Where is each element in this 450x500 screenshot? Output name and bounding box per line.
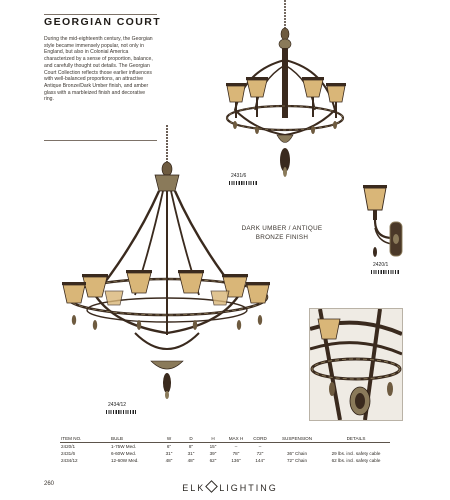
cell-d: 8" — [188, 443, 194, 449]
cell-w: 48" — [165, 457, 173, 463]
title-rule — [44, 14, 157, 15]
page-number: 260 — [44, 481, 55, 487]
chandelier-12-light-image — [55, 125, 285, 400]
table-row — [60, 450, 390, 457]
col-max-h: MAX H — [224, 436, 248, 443]
cell-bulb: 12-60W Med. — [111, 457, 139, 463]
cell-item: 2420/1 — [61, 443, 76, 449]
table-row — [60, 443, 390, 451]
cell-max-h: 78" — [232, 450, 240, 456]
brand-logo — [160, 482, 300, 493]
finish-label: DARK UMBER / ANTIQUE BRONZE FINISH — [241, 225, 323, 241]
col-bulb: BULB — [110, 436, 158, 443]
cell-cord: 144" — [255, 457, 265, 463]
cell-d: 31" — [187, 450, 195, 456]
barcode-2434-12 — [106, 410, 136, 414]
col-cord: CORD — [248, 436, 272, 443]
col-d: D — [180, 436, 202, 443]
cell-d: 48" — [187, 457, 195, 463]
cell-details: 29 lbs. incl. safety cable — [331, 450, 381, 456]
model-label-2431-6: 2431/6 — [231, 173, 247, 179]
cell-bulb: 1-75W Med. — [111, 443, 137, 449]
cell-cord: 72" — [256, 450, 264, 456]
cell-h: 39" — [209, 450, 217, 456]
spec-table — [60, 436, 390, 464]
brand-name-right: LIGHTING — [219, 483, 278, 493]
model-label-2420-1: 2420/1 — [373, 262, 389, 268]
cell-bulb: 6-60W Med. — [111, 450, 137, 456]
cell-suspension — [272, 443, 322, 451]
cell-cord: – — [258, 443, 262, 449]
col-h: H — [202, 436, 224, 443]
table-row — [60, 457, 390, 464]
wall-sconce-image — [358, 180, 408, 265]
cell-w: 31" — [165, 450, 173, 456]
col-suspension: SUSPENSION — [272, 436, 322, 443]
cell-h: 62" — [209, 457, 217, 463]
barcode-2420-1 — [371, 270, 399, 274]
cell-details: 62 lbs. incl. safety cable — [331, 457, 381, 463]
col-details: DETAILS — [322, 436, 390, 443]
detail-photo-image — [310, 309, 402, 420]
cell-h: 15" — [209, 443, 217, 449]
cell-item: 2431/6 — [61, 450, 76, 456]
cell-w: 6" — [166, 443, 172, 449]
model-label-2434-12: 2434/12 — [108, 402, 127, 408]
cell-max-h: 136" — [231, 457, 241, 463]
cell-details — [322, 443, 390, 451]
cell-max-h: – — [234, 443, 238, 449]
cell-suspension: 36" Chain — [286, 450, 308, 456]
col-w: W — [158, 436, 180, 443]
brand-name-left: ELK — [182, 483, 206, 493]
col-item-no: ITEM NO. — [60, 436, 110, 443]
cell-suspension: 72" Chain — [286, 457, 308, 463]
brand-diamond-icon — [205, 480, 218, 493]
detail-photo — [309, 308, 403, 421]
collection-description: During the mid-eighteenth century, the Georgian style became immensely popular, not only in England, but also in Colonial America characterized by a sense of proportion, balance, and carefully thought out details. The Georgian Court Collection reflects those earlier influences with well-balanced proportions, an attractive Antique Bronze/Dark Umber finish, and amber glass with a marbleized finish and decorative ring. — [44, 36, 153, 103]
collection-title: GEORGIAN COURT — [44, 16, 162, 28]
cell-item: 2434/12 — [61, 457, 78, 463]
